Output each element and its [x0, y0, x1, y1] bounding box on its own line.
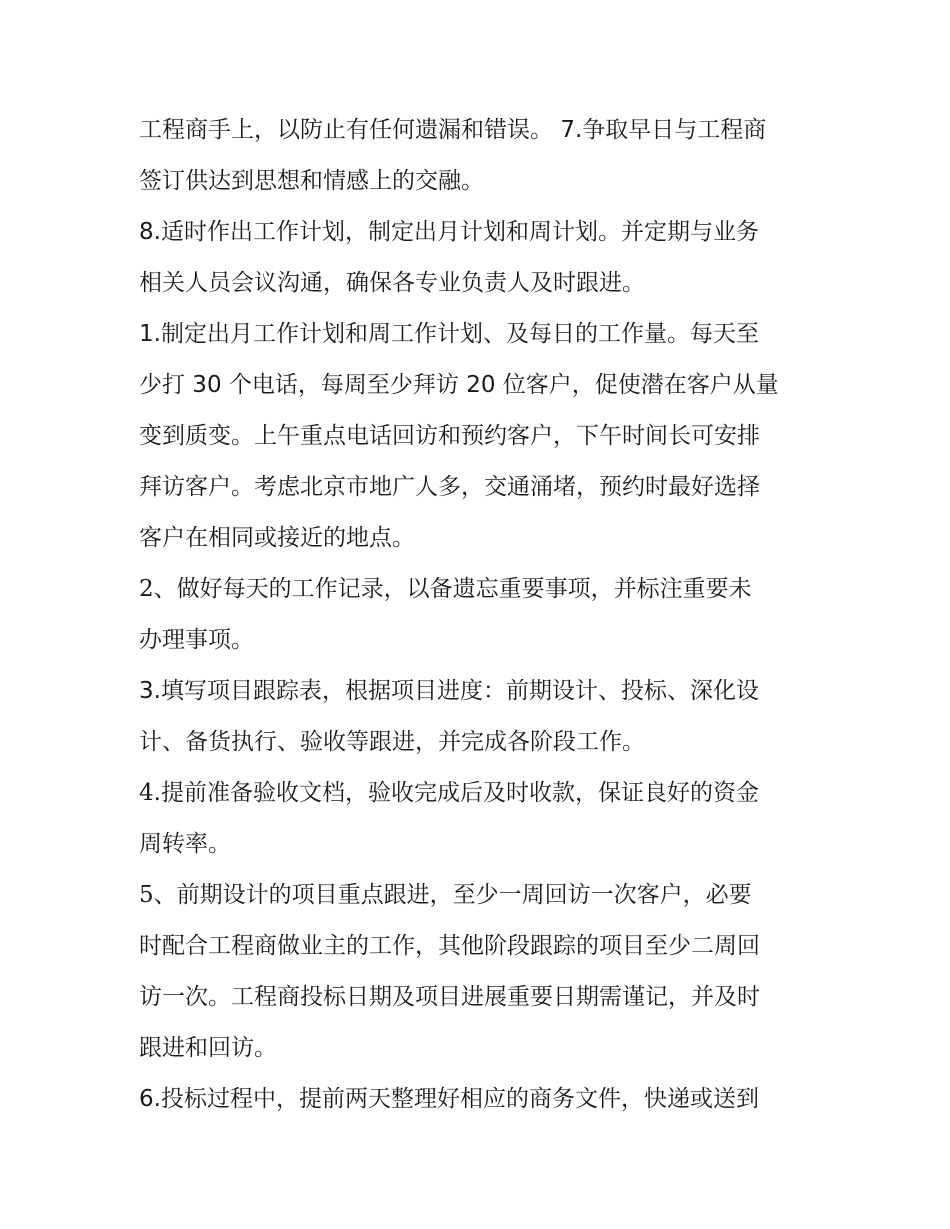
text-run: 6.投标过程中，提前两天整理好相应的商务文件，快递或送到	[139, 1086, 759, 1112]
text-line	[139, 104, 819, 155]
text-run: 办理事项。	[139, 627, 254, 653]
text-line	[139, 155, 819, 206]
text-line	[139, 308, 819, 359]
text-run: 客户在相同或接近的地点。	[139, 525, 415, 551]
document-body	[139, 104, 819, 1124]
text-run: 跟进和回访。	[139, 1035, 277, 1061]
text-line	[139, 869, 819, 920]
text-line	[139, 767, 819, 818]
text-run: 变到质变。上午重点电话回访和预约客户，下午时间长可安排	[139, 423, 760, 449]
text-line	[139, 716, 819, 767]
text-line	[139, 920, 819, 971]
text-run: 1.制定出月工作计划和周工作计划、及每日的工作量。每天至	[139, 321, 759, 347]
text-run: 工程商手上，以防止有任何遗漏和错误。	[139, 117, 561, 143]
text-line	[139, 461, 819, 512]
text-run: 计、备货执行、验收等跟进，并完成各阶段工作。	[139, 729, 645, 755]
text-run: 访一次。工程商投标日期及项目进展重要日期需谨记，并及时	[139, 984, 760, 1010]
text-line	[139, 359, 819, 410]
text-line	[139, 665, 819, 716]
text-line	[139, 410, 819, 461]
text-run: 相关人员会议沟通，确保各专业负责人及时跟进。	[139, 270, 645, 296]
text-line	[139, 512, 819, 563]
text-run: 时配合工程商做业主的工作，其他阶段跟踪的项目至少二周回	[139, 933, 760, 959]
text-run: 4.提前准备验收文档，验收完成后及时收款，保证良好的资金	[139, 780, 759, 806]
text-line	[139, 563, 819, 614]
text-run: 拜访客户。考虑北京市地广人多，交通涌堵，预约时最好选择	[139, 474, 760, 500]
text-line	[139, 1073, 819, 1124]
text-line	[139, 1022, 819, 1073]
text-run: 签订供达到思想和情感上的交融。	[139, 168, 484, 194]
text-run: 2、做好每天的工作记录，以备遗忘重要事项，并标注重要未	[139, 576, 752, 602]
text-run: 5、前期设计的项目重点跟进，至少一周回访一次客户，必要	[139, 882, 752, 908]
text-line	[139, 818, 819, 869]
text-line	[139, 614, 819, 665]
text-run: 少打 30 个电话，每周至少拜访 20 位客户，促使潜在客户从量	[139, 372, 779, 398]
text-run: 3.填写项目跟踪表，根据项目进度：前期设计、投标、深化设	[139, 678, 759, 704]
text-run: 周转率。	[139, 831, 231, 857]
text-run: 7.争取早日与工程商	[560, 117, 767, 143]
text-line	[139, 971, 819, 1022]
text-line	[139, 257, 819, 308]
text-line	[139, 206, 819, 257]
text-run: 8.适时作出工作计划，制定出月计划和周计划。并定期与业务	[139, 219, 759, 245]
